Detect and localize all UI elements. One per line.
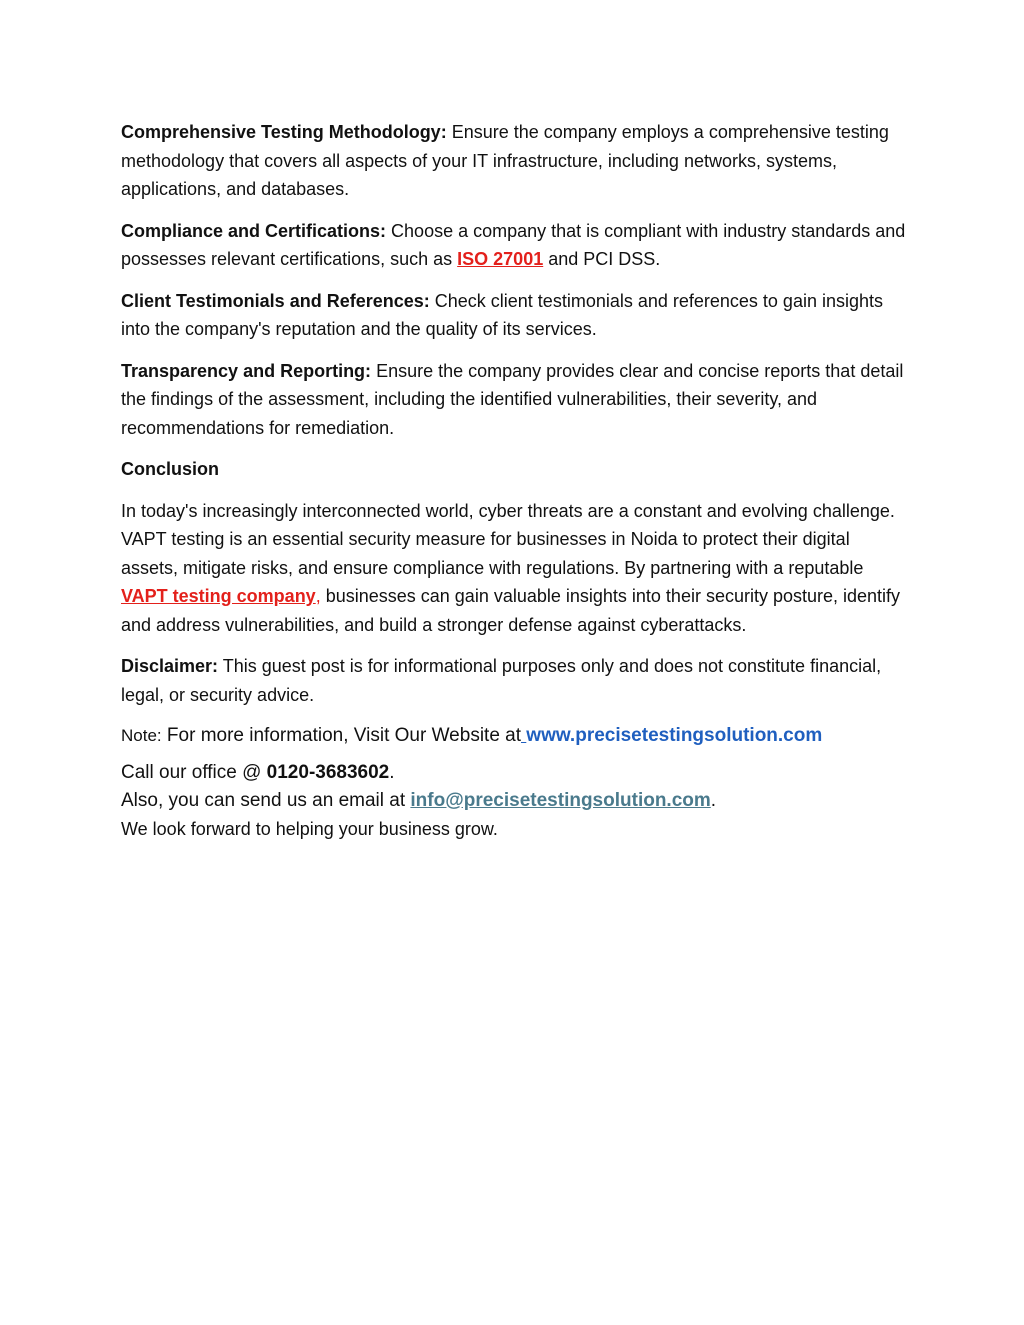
compliance-text-before: Choose a company that is compliant with industry standards and possesses relevant certifications, such as [121, 220, 906, 269]
transparency-text: Ensure the company provides clear and concise reports that detail the findings of the assessment, including the identified vulnerabilities, their severity, and recommendations for remediation. [121, 360, 904, 438]
conclusion-text-before: In today's increasingly interconnected world, cyber threats are a constant and evolving challenge. VAPT testing is an essential security measure for businesses in Noida to protect their digital assets, mitigate risks, and ensure compliance with regulations. By partnering with a reputable [121, 500, 895, 578]
email-end: . [710, 789, 717, 811]
compliance-heading: Compliance and Certifications: [121, 220, 387, 241]
testimonials-paragraph [121, 287, 911, 344]
document-page [121, 118, 911, 843]
testimonials-heading: Client Testimonials and References: [121, 290, 430, 311]
call-end: . [389, 761, 395, 783]
website-link[interactable]: www.precisetestingsolution.com [526, 725, 823, 746]
note-text: For more information, Visit Our Website at [161, 725, 522, 746]
methodology-paragraph [121, 118, 911, 204]
compliance-text-after: and PCI DSS. [543, 249, 661, 269]
compliance-paragraph [121, 217, 911, 274]
iso-27001-link[interactable]: ISO 27001 [457, 249, 544, 269]
transparency-heading: Transparency and Reporting: [121, 360, 372, 381]
transparency-paragraph [121, 357, 911, 443]
email-link[interactable]: info@precisetestingsolution.com [410, 789, 711, 811]
note-label: Note: [121, 726, 162, 745]
testimonials-text: Check client testimonials and references to gain insights into the company's reputation and the quality of its services. [121, 290, 883, 339]
methodology-text: Ensure the company employs a comprehensive testing methodology that covers all aspects of your IT infrastructure, including networks, systems, applications, and databases. [121, 122, 889, 199]
methodology-heading: Comprehensive Testing Methodology: [121, 122, 447, 142]
note-line [121, 722, 911, 751]
email-line [121, 787, 911, 815]
closing-line: We look forward to helping your business grow. [121, 818, 498, 839]
conclusion-paragraph [121, 497, 911, 640]
vapt-testing-company-link[interactable]: VAPT testing company [121, 586, 316, 606]
disclaimer-paragraph [121, 652, 911, 709]
phone-number: 0120-3683602 [266, 761, 390, 783]
email-text: Also, you can send us an email at [121, 789, 411, 811]
disclaimer-heading: Disclaimer: [121, 656, 219, 676]
conclusion-text-after: businesses can gain valuable insights into their security posture, identify and address vulnerabilities, and build a stronger defense against cyberattacks. [121, 586, 901, 635]
call-text: Call our office @ [121, 761, 267, 783]
call-line [121, 759, 911, 787]
disclaimer-text: This guest post is for informational purposes only and does not constitute financial, legal, or security advice. [121, 656, 882, 705]
conclusion-heading: Conclusion [121, 459, 219, 479]
conclusion-comma: , [315, 586, 321, 606]
